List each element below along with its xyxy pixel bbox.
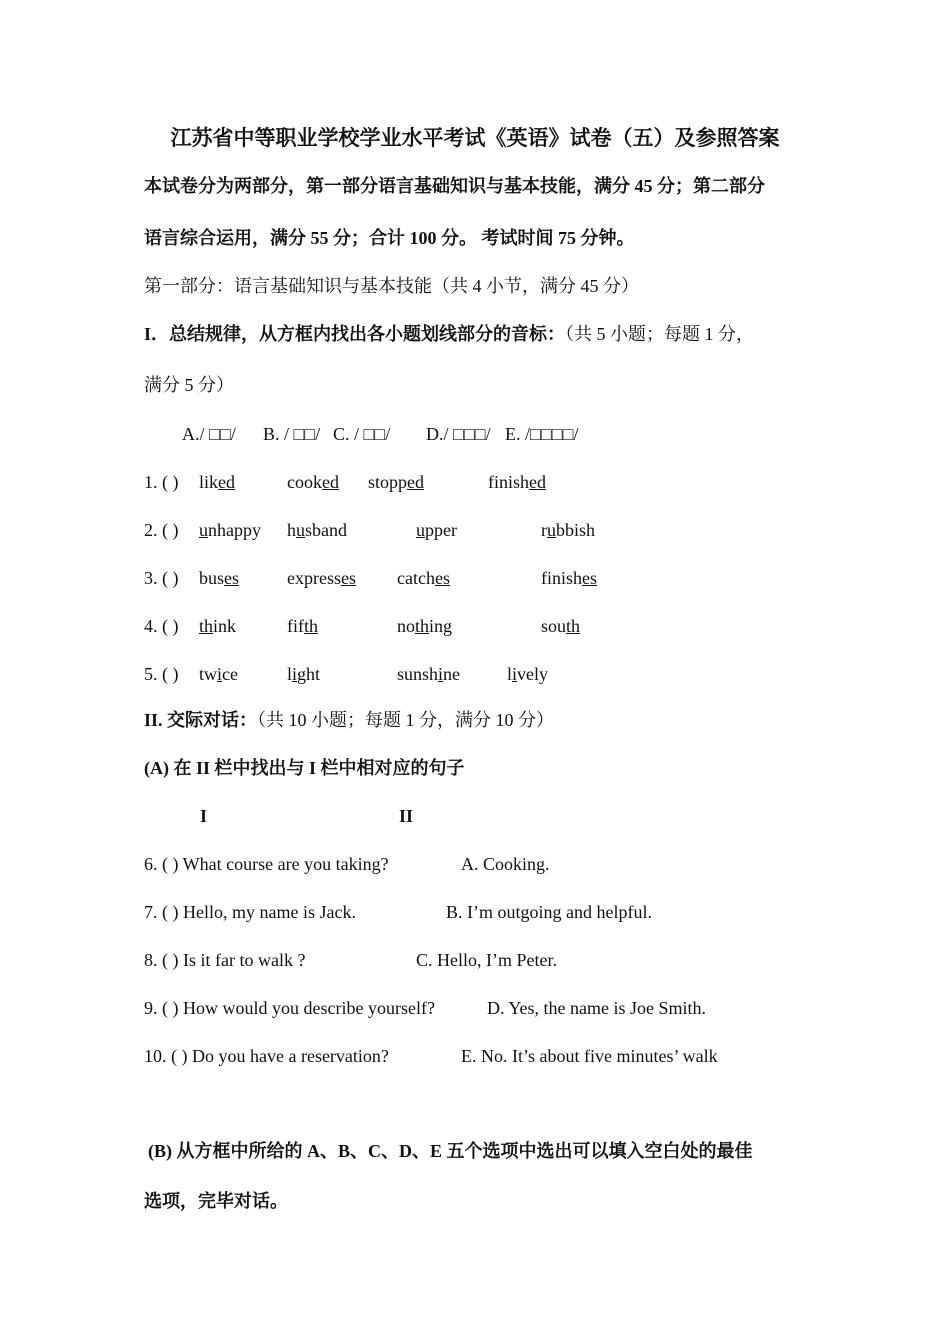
question-word: [287, 567, 356, 589]
dialogue-row: [0, 997, 950, 1019]
word-prefix: stopp: [368, 472, 408, 492]
word-prefix: bus: [199, 568, 225, 588]
question-number: 1. ( ): [144, 472, 179, 492]
word-prefix: lik: [199, 472, 219, 492]
word-underlined-part: i: [292, 664, 298, 684]
dialogue-question: 8. ( ) Is it far to walk ?: [144, 950, 306, 970]
word-underlined-part: i: [512, 664, 518, 684]
word-suffix: nhappy: [208, 520, 261, 540]
word-suffix: ght: [297, 664, 321, 684]
word-underlined-part: u: [199, 520, 208, 540]
part-b-line-1: (B) 从方框中所给的 A、B、C、D、E 五个选项中选出可以填入空白处的最佳: [148, 1141, 753, 1161]
word-prefix: finish: [488, 472, 530, 492]
phonetic-options: [0, 423, 950, 445]
word-prefix: cook: [287, 472, 322, 492]
word-prefix: no: [397, 616, 415, 636]
word-suffix: pper: [425, 520, 457, 540]
dialogue-answer: B. I’m outgoing and helpful.: [446, 902, 652, 922]
part-b-line-2: 选项，完毕对话。: [144, 1191, 288, 1211]
section1-heading-normal: （共 5 小题；每题 1 分，: [565, 324, 755, 344]
word-prefix: express: [287, 568, 341, 588]
dialogue-question: 9. ( ) How would you describe yourself?: [144, 998, 435, 1018]
part1-heading: 第一部分：语言基础知识与基本技能（共 4 小节，满分 45 分）: [144, 276, 639, 296]
option-e: E. /□□□□/: [505, 424, 579, 444]
question-word: [287, 663, 320, 685]
section1-heading: [144, 323, 754, 345]
dialogue-question: 10. ( ) Do you have a reservation?: [144, 1046, 389, 1066]
question-word: [397, 663, 460, 685]
question-number: 4. ( ): [144, 616, 179, 636]
word-underlined-part: i: [217, 664, 223, 684]
column-1-label: I: [200, 806, 208, 826]
word-prefix: tw: [199, 664, 217, 684]
question-row: [0, 615, 950, 637]
word-prefix: finish: [541, 568, 583, 588]
word-prefix: catch: [397, 568, 435, 588]
question-number: 5. ( ): [144, 664, 179, 684]
question-row: [0, 519, 950, 541]
page-title: 江苏省中等职业学校学业水平考试《英语》试卷（五）及参照答案: [170, 126, 780, 150]
word-underlined-part: es: [224, 568, 240, 588]
question-word: [199, 615, 236, 637]
word-underlined-part: u: [416, 520, 425, 540]
question-word: [397, 567, 450, 589]
question-number: 2. ( ): [144, 520, 179, 540]
question-word: [199, 663, 238, 685]
word-underlined-part: i: [438, 664, 444, 684]
word-underlined-part: th: [199, 616, 214, 636]
word-suffix: ing: [429, 616, 453, 636]
question-word: [199, 567, 239, 589]
word-prefix: h: [287, 520, 296, 540]
word-underlined-part: ed: [407, 472, 425, 492]
word-suffix: ce: [222, 664, 238, 684]
section1-heading-bold: I．总结规律，从方框内找出各小题划线部分的音标：: [144, 324, 566, 344]
dialogue-row: [0, 853, 950, 875]
word-underlined-part: ed: [529, 472, 547, 492]
word-underlined-part: th: [304, 616, 319, 636]
dialogue-answer: E. No. It’s about five minutes’ walk: [461, 1046, 718, 1066]
question-row: [0, 471, 950, 493]
dialogue-answer: A. Cooking.: [461, 854, 550, 874]
word-suffix: vely: [517, 664, 549, 684]
dialogue-row: [0, 1045, 950, 1067]
question-number: 3. ( ): [144, 568, 179, 588]
word-underlined-part: ed: [322, 472, 339, 492]
question-word: [199, 471, 235, 493]
intro-line-1: 本试卷分为两部分，第一部分语言基础知识与基本技能，满分 45 分；第二部分: [144, 176, 765, 196]
word-prefix: r: [541, 520, 547, 540]
question-word: [507, 663, 548, 685]
question-word: [397, 615, 452, 637]
word-prefix: fif: [287, 616, 304, 636]
question-word: [199, 519, 261, 541]
column-2-label: II: [399, 806, 414, 826]
question-row: [0, 567, 950, 589]
dialogue-answer: C. Hello, I’m Peter.: [416, 950, 557, 970]
section2-heading: [144, 709, 554, 731]
word-suffix: sband: [305, 520, 347, 540]
question-word: [541, 519, 595, 541]
question-word: [368, 471, 424, 493]
option-a: A./ □□/: [182, 424, 236, 444]
word-underlined-part: es: [582, 568, 598, 588]
dialogue-row: [0, 901, 950, 923]
option-c: C. / □□/: [333, 424, 391, 444]
word-underlined-part: u: [547, 520, 556, 540]
word-underlined-part: th: [415, 616, 430, 636]
section2-heading-normal: （共 10 小题；每题 1 分，满分 10 分）: [257, 710, 555, 730]
word-suffix: bbish: [556, 520, 596, 540]
word-underlined-part: ed: [218, 472, 236, 492]
word-suffix: ne: [443, 664, 461, 684]
section2-heading-bold: II. 交际对话：: [144, 710, 258, 730]
dialogue-row: [0, 949, 950, 971]
dialogue-question: 7. ( ) Hello, my name is Jack.: [144, 902, 356, 922]
word-underlined-part: es: [434, 568, 450, 588]
question-word: [287, 519, 347, 541]
part-a-heading: (A) 在 II 栏中找出与 I 栏中相对应的句子: [144, 758, 465, 778]
word-suffix: ink: [213, 616, 237, 636]
word-underlined-part: th: [566, 616, 581, 636]
dialogue-answer: D. Yes, the name is Joe Smith.: [487, 998, 707, 1018]
dialogue-question: 6. ( ) What course are you taking?: [144, 854, 389, 874]
word-underlined-part: es: [340, 568, 356, 588]
question-word: [488, 471, 546, 493]
question-word: [541, 615, 580, 637]
word-prefix: l: [507, 664, 513, 684]
question-word: [287, 615, 318, 637]
question-word: [416, 519, 457, 541]
section1-heading-line2: 满分 5 分）: [144, 375, 234, 395]
intro-line-2: 语言综合运用，满分 55 分；合计 100 分。 考试时间 75 分钟。: [144, 228, 635, 248]
word-prefix: sunsh: [397, 664, 439, 684]
word-underlined-part: u: [296, 520, 305, 540]
option-b: B. / □□/: [263, 424, 321, 444]
question-word: [287, 471, 339, 493]
word-prefix: l: [287, 664, 293, 684]
question-word: [541, 567, 597, 589]
word-prefix: sou: [541, 616, 567, 636]
option-d: D./ □□□/: [426, 424, 491, 444]
question-row: [0, 663, 950, 685]
